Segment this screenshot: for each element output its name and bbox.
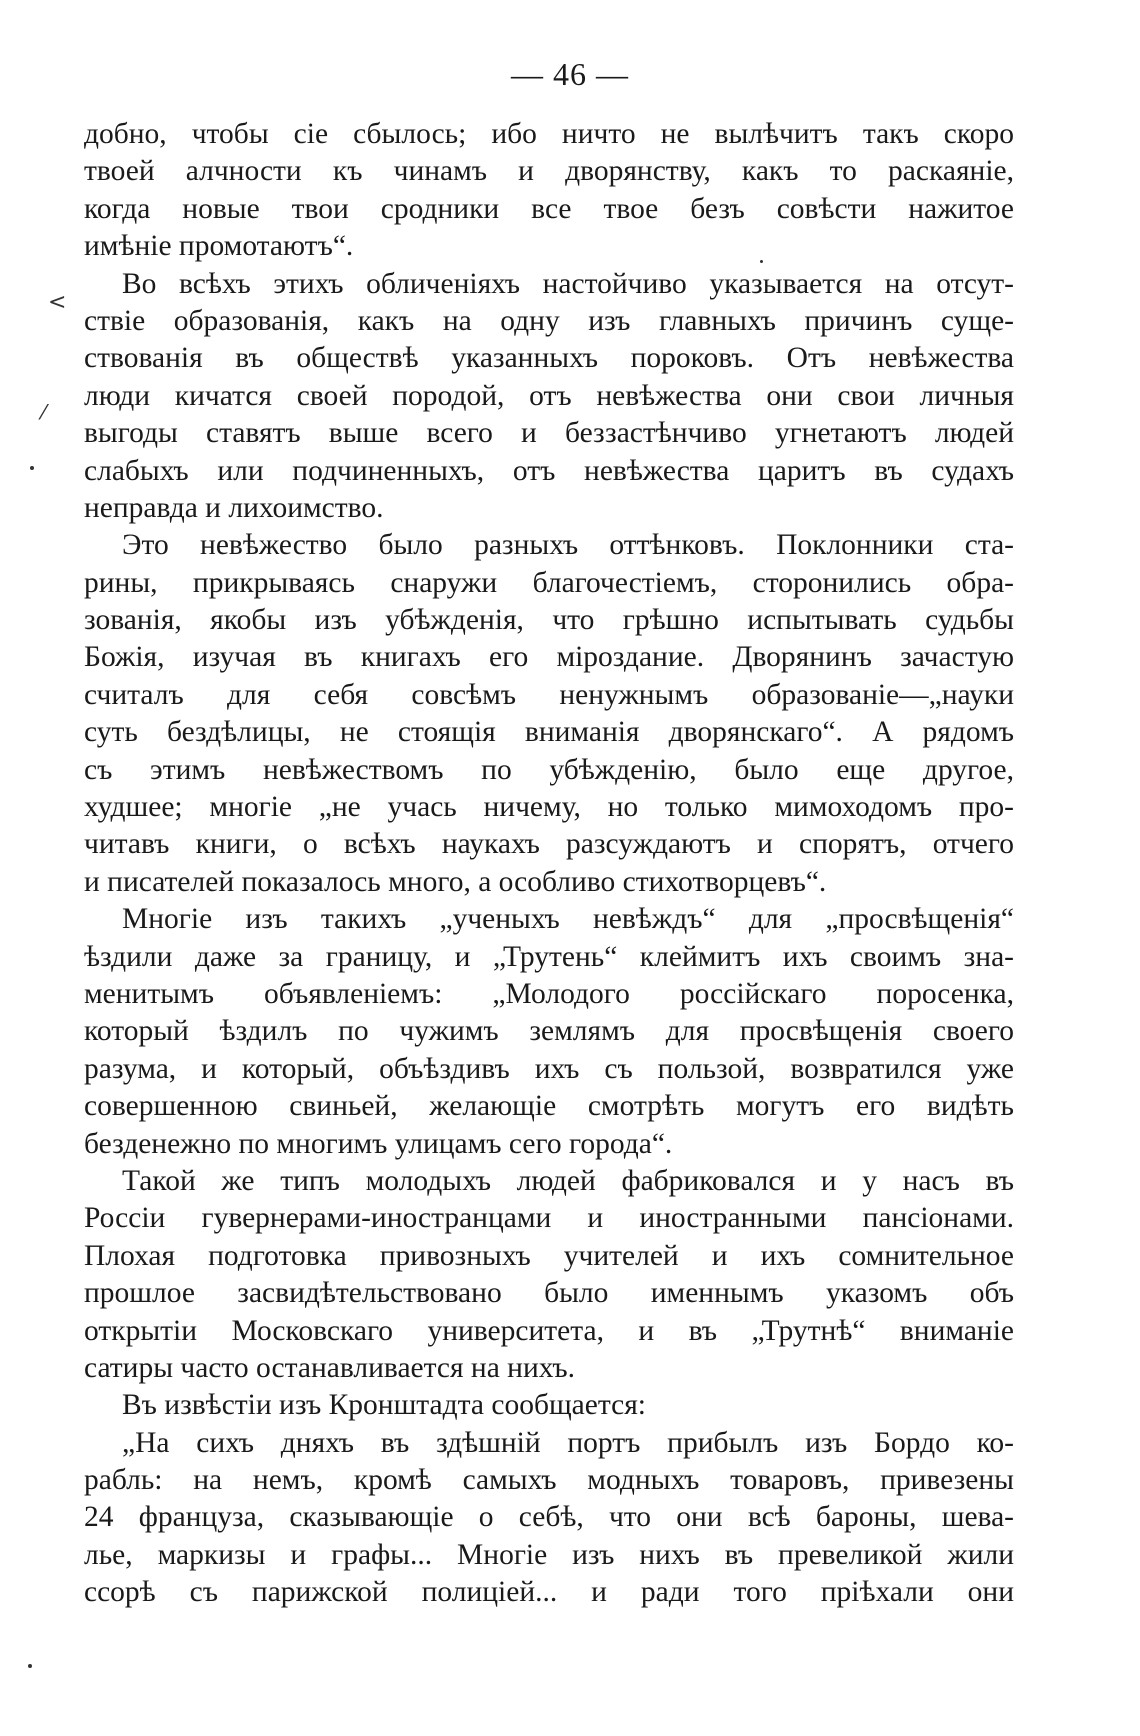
text-line: менитымъ объявленіемъ: „Молодого россійскаго поросенка, [84, 977, 1014, 1010]
margin-dot [30, 466, 34, 470]
text-line: суть бездѣлицы, не стоящія вниманія дворянскаго“. А рядомъ [84, 716, 1014, 749]
text-line: рабль: на немъ, кромѣ самыхъ модныхъ товаровъ, привезены [84, 1464, 1014, 1497]
text-line: безденежно по многимъ улицамъ сего города“. [84, 1127, 673, 1160]
text-line: Въ извѣстіи изъ Кронштадта сообщается: [122, 1389, 646, 1422]
text-line: считалъ для себя совсѣмъ ненужнымъ образованіе—„науки [84, 678, 1014, 711]
text-line: Это невѣжество было разныхъ оттѣнковъ. Поклонники ста- [122, 529, 1014, 562]
margin-dot [28, 1664, 32, 1668]
text-line: разума, и который, объѣздивъ ихъ съ пользой, возвратился уже [84, 1052, 1014, 1085]
text-line: который ѣздилъ по чужимъ землямъ для просвѣщенія своего [84, 1015, 1014, 1048]
text-line: читавъ книги, о всѣхъ наукахъ разсуждаютъ и спорятъ, отчего [84, 828, 1014, 861]
text-line: Плохая подготовка привозныхъ учителей и ихъ сомнительное [84, 1239, 1014, 1272]
text-line: твоей алчности къ чинамъ и дворянству, какъ то раскаяніе, [84, 155, 1014, 188]
text-line: прошлое засвидѣтельствовано было именнымъ указомъ объ [84, 1277, 1014, 1310]
text-line: неправда и лихоимство. [84, 491, 384, 524]
text-line: Божія, изучая въ книгахъ его міроздание. Дворянинъ зачастую [84, 641, 1014, 674]
text-line: рины, прикрываясь снаружи благочестіемъ, сторонились обра- [84, 566, 1014, 599]
text-line: ссорѣ съ парижской полиціей... и ради того пріѣхали они [84, 1576, 1014, 1609]
text-line: когда новые твои сродники все твое безъ совѣсти нажитое [84, 192, 1014, 225]
margin-dot [760, 260, 763, 263]
text-line: лье, маркизы и графы... Многіе изъ нихъ въ превеликой жили [84, 1538, 1014, 1571]
text-line: ѣздили даже за границу, и „Трутень“ клеймитъ ихъ своимъ зна- [84, 940, 1014, 973]
text-line: имѣніе промотаютъ“. [84, 230, 354, 263]
body-text [84, 116, 1014, 1612]
text-line: ствованія въ обществѣ указанныхъ пороковъ. Отъ невѣжества [84, 342, 1014, 375]
text-line: „На сихъ дняхъ въ здѣшній портъ прибылъ изъ Бордо ко- [122, 1426, 1014, 1459]
text-line: Россіи гувернерами-иностранцами и иностранными пансіонами. [84, 1202, 1014, 1235]
text-line: слабыхъ или подчиненныхъ, отъ невѣжества царитъ въ судахъ [84, 454, 1014, 487]
text-line: сатиры часто останавливается на нихъ. [84, 1351, 576, 1384]
text-line: люди кичатся своей породой, отъ невѣжества они свои личныя [84, 379, 1014, 412]
text-line: Такой же типъ молодыхъ людей фабриковался и у насъ въ [122, 1164, 1014, 1197]
text-line: худшее; многіе „не учась ничему, но только мимоходомъ про- [84, 791, 1014, 824]
text-line: 24 француза, сказывающіе о себѣ, что они всѣ бароны, шева- [84, 1501, 1014, 1534]
text-line: выгоды ставятъ выше всего и беззастѣнчиво угнетаютъ людей [84, 417, 1014, 450]
text-line: открытіи Московскаго университета, и въ „Трутнѣ“ вниманіе [84, 1314, 1014, 1347]
page-number: — 46 — [511, 56, 629, 92]
text-line: добно, чтобы сіе сбылось; ибо ничто не вылѣчитъ такъ скоро [84, 118, 1014, 150]
text-line: совершенною свиньей, желающіе смотрѣть могутъ его видѣть [84, 1090, 1014, 1123]
text-line: и писателей показалось много, а особливо стихотворцевъ“. [84, 865, 827, 898]
text-line: ствіе образованія, какъ на одну изъ главныхъ причинъ суще- [84, 304, 1014, 337]
text-line: съ этимъ невѣжествомъ по убѣжденію, было еще другое, [84, 753, 1014, 786]
margin-mark: < [48, 290, 67, 315]
text-line: Многіе изъ такихъ „ученыхъ невѣждъ“ для „просвѣщенія“ [122, 903, 1014, 936]
text-line: Во всѣхъ этихъ обличеніяхъ настойчиво указывается на отсут- [122, 267, 1014, 300]
text-line: зованія, якобы изъ убѣжденія, что грѣшно испытывать судьбы [84, 604, 1014, 637]
margin-mark: ⁄ [42, 400, 46, 424]
